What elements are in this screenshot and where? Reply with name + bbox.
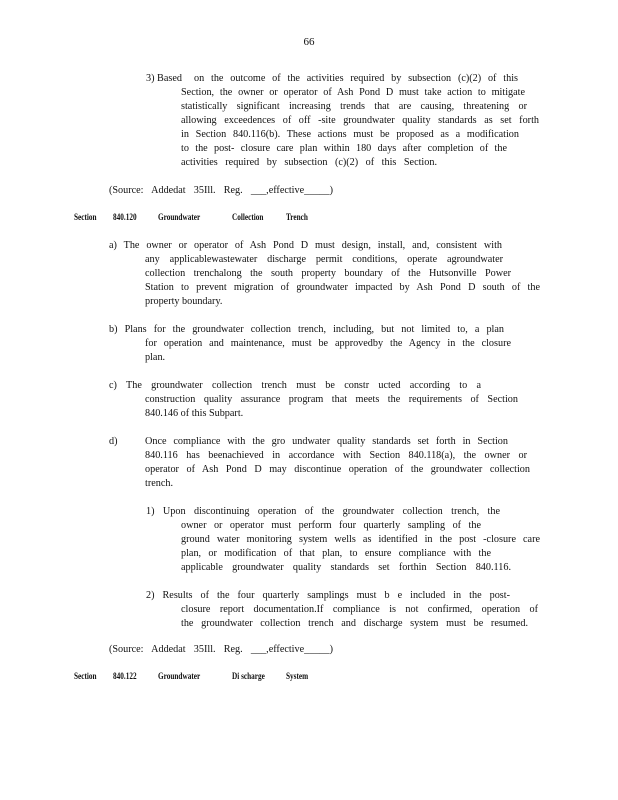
subitem-line: the groundwater collection trench and discharge system must be resumed. (181, 618, 528, 629)
source-note: (Source: Addedat 35Ill. Reg. ___,effective_____) (109, 185, 333, 196)
paragraph-label: d) (109, 436, 118, 447)
item-3-line: statistically significant increasing trends that are causing, threatening or (181, 101, 527, 112)
section-title-word: Groundwater (158, 672, 201, 682)
item-3-line: Section, the owner or operator of Ash Pond D must take action to mitigate (181, 87, 525, 98)
paragraph-line: operator of Ash Pond D may discontinue operation of the groundwater collection (145, 464, 530, 475)
item-3-line: activities required by subsection (c)(2) of this Section. (181, 157, 437, 168)
section-title-word: Di scharge (232, 672, 265, 682)
paragraph-line: Once compliance with the gro undwater quality standards set forth in Section (145, 436, 508, 447)
section-label: Section (74, 213, 97, 223)
item-3-line: allowing exceedences of off -site groundwater quality standards as set forth (181, 115, 539, 126)
section-title-word: Groundwater (158, 213, 201, 223)
subitem-line: applicable groundwater quality standards set forthin Section 840.116. (181, 562, 511, 573)
subitem-line: plan, or modification of that plan, to ensure compliance with the (181, 548, 491, 559)
paragraph-line: plan. (145, 352, 166, 363)
section-heading (0, 672, 618, 686)
page-number: 66 (303, 36, 315, 48)
section-title-word: System (286, 672, 309, 682)
section-number: 840.120 (113, 213, 137, 223)
paragraph-line: 840.146 of this Subpart. (145, 408, 244, 419)
subitem-line: ground water monitoring system wells as identified in the post -closure care (181, 534, 540, 545)
subitem-line: 1) Upon discontinuing operation of the groundwater collection trench, the (146, 506, 500, 517)
subitem-line: 2) Results of the four quarterly samplings must b e included in the post- (146, 590, 510, 601)
source-note: (Source: Addedat 35Ill. Reg. ___,effective_____) (109, 644, 333, 655)
item-3-label: 3) Based (146, 73, 182, 84)
subitem-line: owner or operator must perform four quarterly sampling of the (181, 520, 481, 531)
paragraph-line: b) Plans for the groundwater collection trench, including, but not limited to, a plan (109, 324, 504, 335)
paragraph-line: construction quality assurance program that meets the requirements of Section (145, 394, 518, 405)
section-title-word: Trench (286, 213, 308, 223)
section-title-word: Collection (232, 213, 264, 223)
paragraph-line: property boundary. (145, 296, 223, 307)
paragraph-line: a) The owner or operator of Ash Pond D must design, install, and, consistent with (109, 240, 502, 251)
section-heading (0, 213, 618, 227)
paragraph-line: collection trenchalong the south property boundary of the Hutsonville Power (145, 268, 511, 279)
item-3-line: to the post- closure care plan within 180 days after completion of the (181, 143, 507, 154)
item-3-line: on the outcome of the activities required by subsection (c)(2) of this (194, 73, 518, 84)
paragraph-line: for operation and maintenance, must be approvedby the Agency in the closure (145, 338, 511, 349)
section-label: Section (74, 672, 97, 682)
paragraph-line: any applicablewastewater discharge permit conditions, operate agroundwater (145, 254, 503, 265)
section-number: 840.122 (113, 672, 137, 682)
paragraph-line: c) The groundwater collection trench must be constr ucted according to a (109, 380, 481, 391)
paragraph-line: trench. (145, 478, 174, 489)
paragraph-line: 840.116 has beenachieved in accordance with Section 840.118(a), the owner or (145, 450, 527, 461)
subitem-line: closure report documentation.If compliance is not confirmed, operation of (181, 604, 538, 615)
paragraph-line: Station to prevent migration of groundwater impacted by Ash Pond D south of the (145, 282, 540, 293)
item-3-line: in Section 840.116(b). These actions must be proposed as a modification (181, 129, 519, 140)
